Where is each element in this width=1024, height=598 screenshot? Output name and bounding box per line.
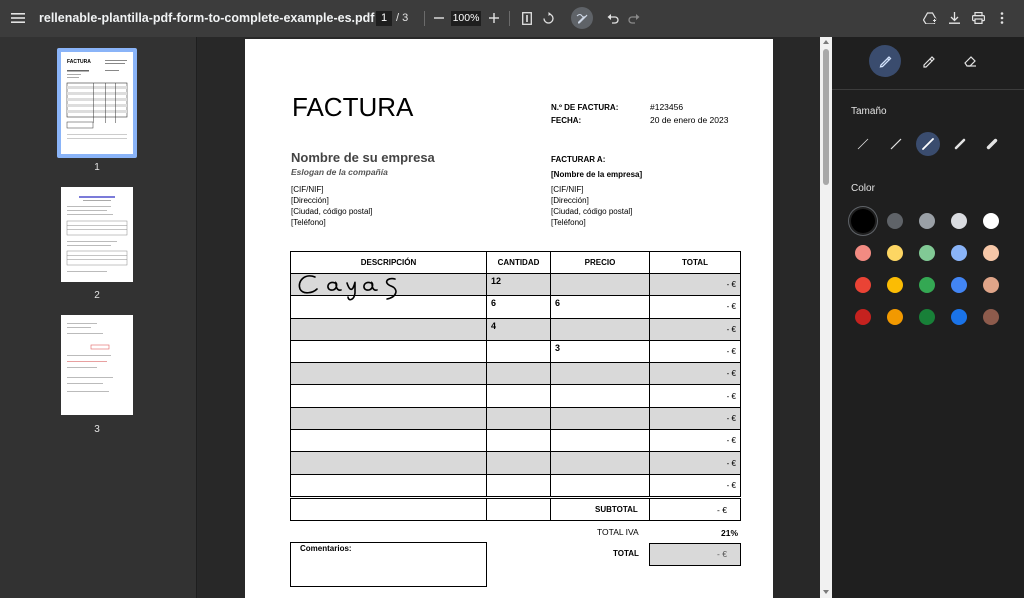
undo-icon[interactable] xyxy=(605,10,621,26)
line-total: - € xyxy=(650,430,741,452)
description-field[interactable] xyxy=(291,474,487,496)
scroll-thumb[interactable] xyxy=(823,49,829,185)
thumbnail-label: 1 xyxy=(94,162,100,173)
table-row xyxy=(291,474,741,496)
thumbnail-label: 2 xyxy=(94,290,100,301)
viewer-scrollbar[interactable] xyxy=(820,37,832,598)
color-swatch[interactable] xyxy=(887,277,903,293)
zoom-out-icon[interactable] xyxy=(431,10,447,26)
price-field[interactable] xyxy=(551,452,650,474)
thumbnail-page-2[interactable] xyxy=(61,187,133,282)
company-line: [Teléfono] xyxy=(291,218,326,227)
line-total: - € xyxy=(650,340,741,362)
color-swatch[interactable] xyxy=(951,245,967,261)
eraser-icon xyxy=(963,54,977,68)
eraser-tool-button[interactable] xyxy=(954,45,986,77)
bill-to-details[interactable] xyxy=(551,184,632,228)
description-field[interactable] xyxy=(291,452,487,474)
quantity-field[interactable]: 4 xyxy=(487,318,551,340)
invoice-number-label: N.º DE FACTURA: xyxy=(551,103,619,112)
color-swatch[interactable] xyxy=(851,209,875,233)
pdf-page[interactable] xyxy=(245,39,773,598)
menu-icon[interactable] xyxy=(10,10,26,26)
size-section-label: Tamaño xyxy=(851,106,887,117)
company-line: [Ciudad, código postal] xyxy=(291,207,373,216)
table-row xyxy=(291,318,741,340)
total-cell xyxy=(649,543,741,566)
color-swatch[interactable] xyxy=(983,277,999,293)
description-field[interactable] xyxy=(291,318,487,340)
quantity-field[interactable] xyxy=(487,452,551,474)
total-value: - € xyxy=(717,549,727,559)
table-row xyxy=(291,340,741,362)
company-slogan[interactable]: Eslogan de la compañía xyxy=(291,167,388,177)
total-label: TOTAL xyxy=(613,549,639,558)
pen-tool-button[interactable] xyxy=(869,45,901,77)
zoom-in-icon[interactable] xyxy=(486,10,502,26)
price-field[interactable] xyxy=(551,274,650,296)
highlighter-tool-button[interactable] xyxy=(912,45,944,77)
download-icon[interactable] xyxy=(946,10,962,26)
fit-page-icon[interactable] xyxy=(519,10,535,26)
company-line: [Dirección] xyxy=(291,196,329,205)
quantity-field[interactable] xyxy=(487,430,551,452)
color-swatch[interactable] xyxy=(887,309,903,325)
stroke-size-2[interactable] xyxy=(884,132,908,156)
table-row xyxy=(291,430,741,452)
color-section-label: Color xyxy=(851,183,875,194)
drive-save-icon[interactable] xyxy=(922,10,938,26)
color-swatch[interactable] xyxy=(951,277,967,293)
ink-annotation[interactable] xyxy=(295,271,415,309)
description-field[interactable] xyxy=(291,340,487,362)
annotation-mode-button[interactable] xyxy=(571,7,593,29)
panel-divider xyxy=(832,89,1024,90)
page-count: / 3 xyxy=(396,12,409,24)
color-swatch[interactable] xyxy=(855,309,871,325)
quantity-field[interactable] xyxy=(487,340,551,362)
column-header-total: TOTAL xyxy=(650,252,741,274)
iva-value[interactable]: 21% xyxy=(721,528,739,538)
line-total: - € xyxy=(650,407,741,429)
subtotal-label: SUBTOTAL xyxy=(595,505,638,514)
color-swatch[interactable] xyxy=(919,309,935,325)
price-field[interactable] xyxy=(551,363,650,385)
description-field[interactable] xyxy=(291,430,487,452)
bill-to-name[interactable]: [Nombre de la empresa] xyxy=(551,170,643,179)
pen-icon xyxy=(878,54,892,68)
quantity-field[interactable]: 12 xyxy=(487,274,551,296)
color-swatch[interactable] xyxy=(951,213,967,229)
color-swatch[interactable] xyxy=(887,213,903,229)
page-number-input[interactable]: 1 xyxy=(376,11,392,26)
subtotal-spacer xyxy=(486,498,551,521)
line-total: - € xyxy=(650,318,741,340)
price-field[interactable] xyxy=(551,430,650,452)
scroll-up-icon[interactable] xyxy=(822,39,830,45)
price-field[interactable] xyxy=(551,407,650,429)
quantity-field[interactable] xyxy=(487,385,551,407)
price-field[interactable]: 3 xyxy=(551,340,650,362)
line-total: - € xyxy=(650,274,741,296)
column-header-quantity: CANTIDAD xyxy=(487,252,551,274)
company-name[interactable]: Nombre de su empresa xyxy=(291,150,435,165)
document-title: rellenable-plantilla-pdf-form-to-complete-example-es.pdf xyxy=(39,11,375,25)
company-line: [CIF/NIF] xyxy=(291,185,324,194)
quantity-field[interactable]: 6 xyxy=(487,296,551,318)
print-icon[interactable] xyxy=(970,10,986,26)
subtotal-spacer xyxy=(290,498,487,521)
bill-to-line: [Teléfono] xyxy=(551,218,586,227)
color-swatch[interactable] xyxy=(983,309,999,325)
subtotal-value: - € xyxy=(717,505,727,515)
line-total: - € xyxy=(650,474,741,496)
table-row xyxy=(291,407,741,429)
invoice-date-value[interactable]: 20 de enero de 2023 xyxy=(650,115,729,125)
line-total: - € xyxy=(650,363,741,385)
bill-to-line: [CIF/NIF] xyxy=(551,185,584,194)
price-field[interactable]: 6 xyxy=(551,296,650,318)
quantity-field[interactable] xyxy=(487,474,551,496)
toolbar-divider xyxy=(509,11,510,26)
bill-to-label: FACTURAR A: xyxy=(551,155,606,164)
stroke-size-3[interactable] xyxy=(916,132,940,156)
color-swatch[interactable] xyxy=(983,213,999,229)
invoice-date-label: FECHA: xyxy=(551,116,582,125)
color-swatch[interactable] xyxy=(855,245,871,261)
thumbnail-page-3[interactable] xyxy=(61,315,133,415)
more-options-icon[interactable] xyxy=(994,10,1010,26)
iva-label: TOTAL IVA xyxy=(597,527,639,537)
redo-icon[interactable] xyxy=(626,10,642,26)
price-field[interactable] xyxy=(551,474,650,496)
color-swatch[interactable] xyxy=(951,309,967,325)
highlighter-icon xyxy=(921,54,935,68)
color-swatch[interactable] xyxy=(919,213,935,229)
quantity-field[interactable] xyxy=(487,407,551,429)
table-row xyxy=(291,363,741,385)
stroke-size-4[interactable] xyxy=(948,132,972,156)
rotate-icon[interactable] xyxy=(540,10,556,26)
bill-to-line: [Ciudad, código postal] xyxy=(551,207,633,216)
scroll-down-icon[interactable] xyxy=(822,589,830,595)
table-row xyxy=(291,452,741,474)
price-field[interactable] xyxy=(551,318,650,340)
color-swatch[interactable] xyxy=(887,245,903,261)
toolbar-divider xyxy=(424,11,425,26)
invoice-title: FACTURA xyxy=(292,92,414,122)
color-swatch[interactable] xyxy=(919,277,935,293)
stroke-size-1[interactable] xyxy=(851,132,875,156)
thumbnail-page-1-preview[interactable] xyxy=(61,52,133,154)
bill-to-line: [Dirección] xyxy=(551,196,589,205)
column-header-price: PRECIO xyxy=(551,252,650,274)
zoom-level-input[interactable]: 100% xyxy=(452,12,480,24)
description-field[interactable] xyxy=(291,407,487,429)
company-details[interactable] xyxy=(291,184,372,228)
description-field[interactable] xyxy=(291,363,487,385)
column-header-description: DESCRIPCIÓN xyxy=(291,252,487,274)
invoice-number-value[interactable]: #123456 xyxy=(650,102,684,112)
price-field[interactable] xyxy=(551,385,650,407)
description-field[interactable] xyxy=(291,385,487,407)
line-total: - € xyxy=(650,296,741,318)
stroke-size-5[interactable] xyxy=(980,132,1004,156)
color-swatch[interactable] xyxy=(855,277,871,293)
document-viewer[interactable] xyxy=(198,37,820,598)
thumbnail-label: 3 xyxy=(94,424,100,435)
comments-label: Comentarios: xyxy=(300,544,352,553)
quantity-field[interactable] xyxy=(487,363,551,385)
pdf-toolbar xyxy=(0,0,1024,37)
line-total: - € xyxy=(650,452,741,474)
subtotal-cell xyxy=(649,498,741,521)
color-swatch[interactable] xyxy=(983,245,999,261)
svg-text:FACTURA: FACTURA xyxy=(67,59,91,65)
color-swatch[interactable] xyxy=(919,245,935,261)
line-total: - € xyxy=(650,385,741,407)
table-row xyxy=(291,385,741,407)
